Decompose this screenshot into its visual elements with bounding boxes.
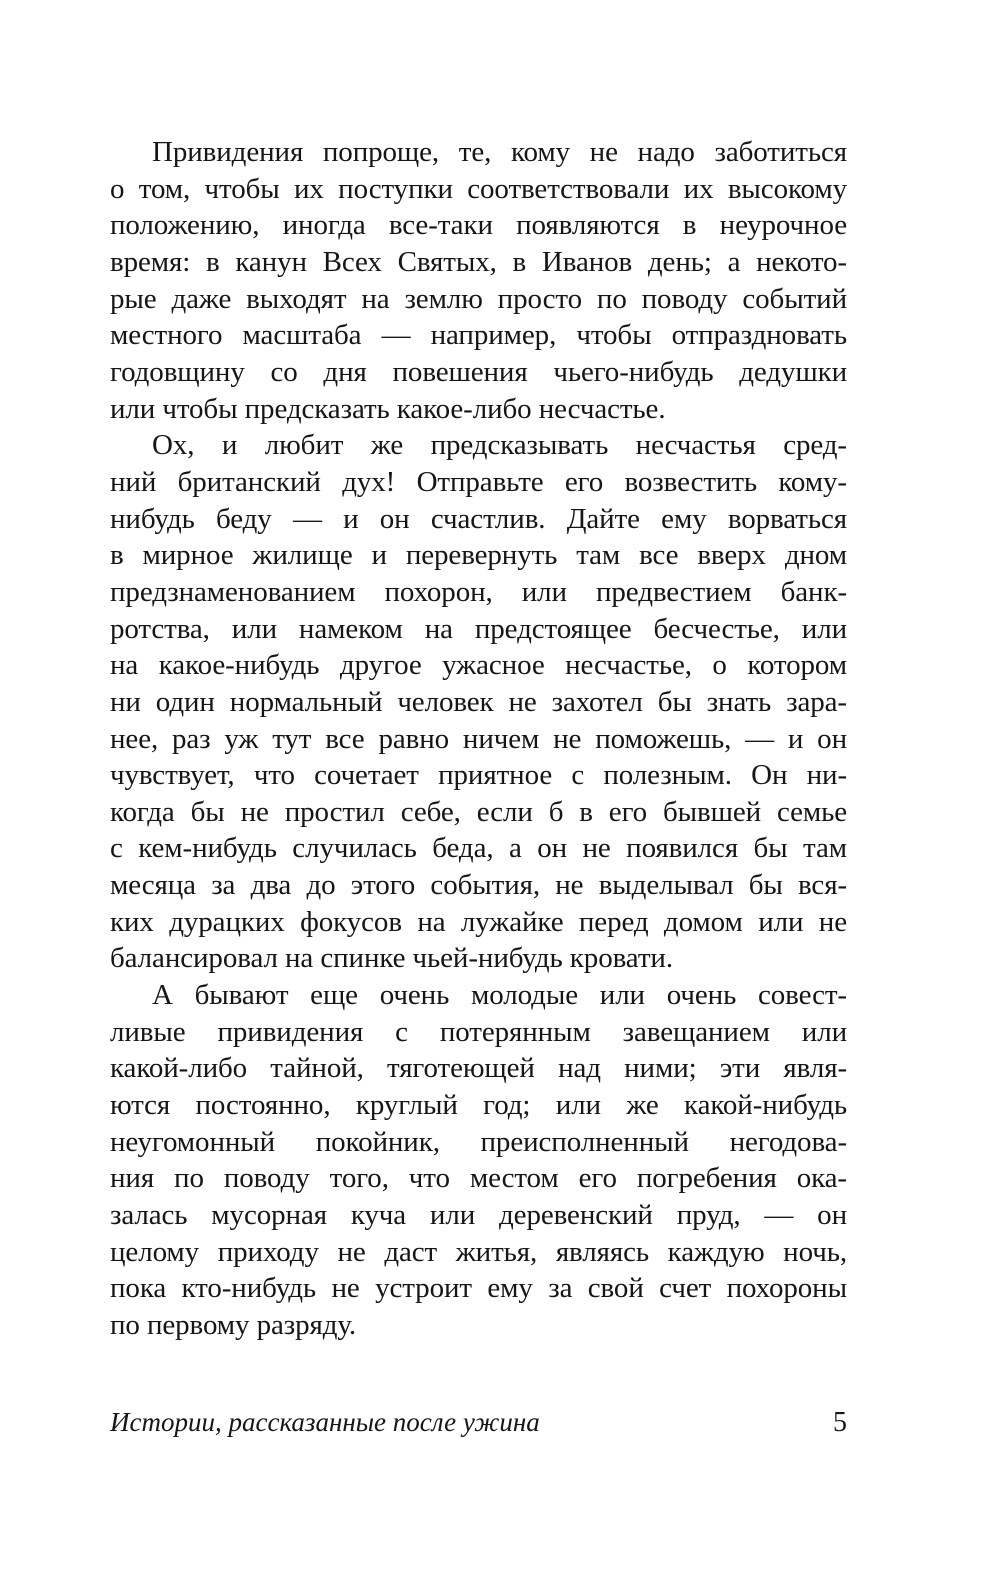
text-line: Привидения попроще, те, кому не надо заботиться [152, 136, 847, 168]
text-line: ются постоянно, круглый год; или же какой-нибудь [110, 1089, 847, 1122]
text-line: о том, чтобы их поступки соответствовали их высокому [110, 172, 847, 205]
text-line: месяца за два до этого события, не выделывал бы вся- [110, 869, 847, 902]
text-line: А бывают еще очень молодые или очень совест- [152, 979, 847, 1012]
text-line: или чтобы предсказать какое-либо несчастье. [110, 392, 666, 425]
text-line: чувствует, что сочетает приятное с полезным. Он ни- [110, 759, 847, 792]
paragraph [110, 134, 847, 427]
text-line: когда бы не простил себе, если б в его бывшей семье [110, 795, 847, 828]
text-line: предзнаменованием похорон, или предвестием банк- [110, 575, 847, 608]
paragraph [110, 427, 847, 977]
text-line: ких дурацких фокусов на лужайке перед домом или не [110, 905, 847, 938]
text-line: с кем-нибудь случилась беда, а он не появился бы там [110, 832, 847, 865]
text-line: неугомонный покойник, преисполненный негодова- [110, 1125, 847, 1158]
text-line: ни один нормальный человек не захотел бы знать зара- [110, 685, 847, 718]
text-line: ний британский дух! Отправьте его возвестить кому- [110, 465, 847, 498]
text-line: нибудь беду — и он счастлив. Дайте ему ворваться [110, 502, 847, 535]
text-line: годовщину со дня повешения чьего-нибудь дедушки [110, 355, 847, 388]
text-line: в мирное жилище и перевернуть там все вверх дном [110, 539, 847, 572]
text-line: какой-либо тайной, тяготеющей над ними; эти явля- [110, 1052, 847, 1085]
text-line: местного масштаба — например, чтобы отпраздновать [110, 319, 847, 352]
text-line: балансировал на спинке чьей-нибудь кровати. [110, 942, 673, 975]
text-line: целому приходу не даст житья, являясь каждую ночь, [110, 1235, 847, 1268]
text-line: рые даже выходят на землю просто по поводу событий [110, 282, 847, 315]
text-line: по первому разряду. [110, 1309, 357, 1341]
text-line: ливые привидения с потерянным завещанием или [110, 1015, 847, 1048]
text-line: залась мусорная куча или деревенский пруд, — он [110, 1199, 847, 1232]
running-title: Истории, рассказанные после ужина [110, 1407, 540, 1437]
page-number: 5 [833, 1407, 847, 1438]
text-line: пока кто-нибудь не устроит ему за свой счет похороны [110, 1272, 847, 1305]
page-footer [110, 1404, 847, 1441]
text-line: Ох, и любит же предсказывать несчастья сред- [152, 429, 847, 462]
text-line: время: в канун Всех Святых, в Иванов день; а некото- [110, 245, 847, 278]
text-line: ротства, или намеком на предстоящее бесчестье, или [110, 612, 847, 645]
text-line: на какое-нибудь другое ужасное несчастье, о котором [110, 649, 847, 682]
paragraph [110, 977, 847, 1344]
page-text-block [110, 134, 847, 1344]
text-line: ния по поводу того, что местом его погребения ока- [110, 1162, 847, 1195]
text-line: нее, раз уж тут все равно ничем не поможешь, — и он [110, 722, 847, 755]
text-line: положению, иногда все-таки появляются в неурочное [110, 209, 847, 242]
